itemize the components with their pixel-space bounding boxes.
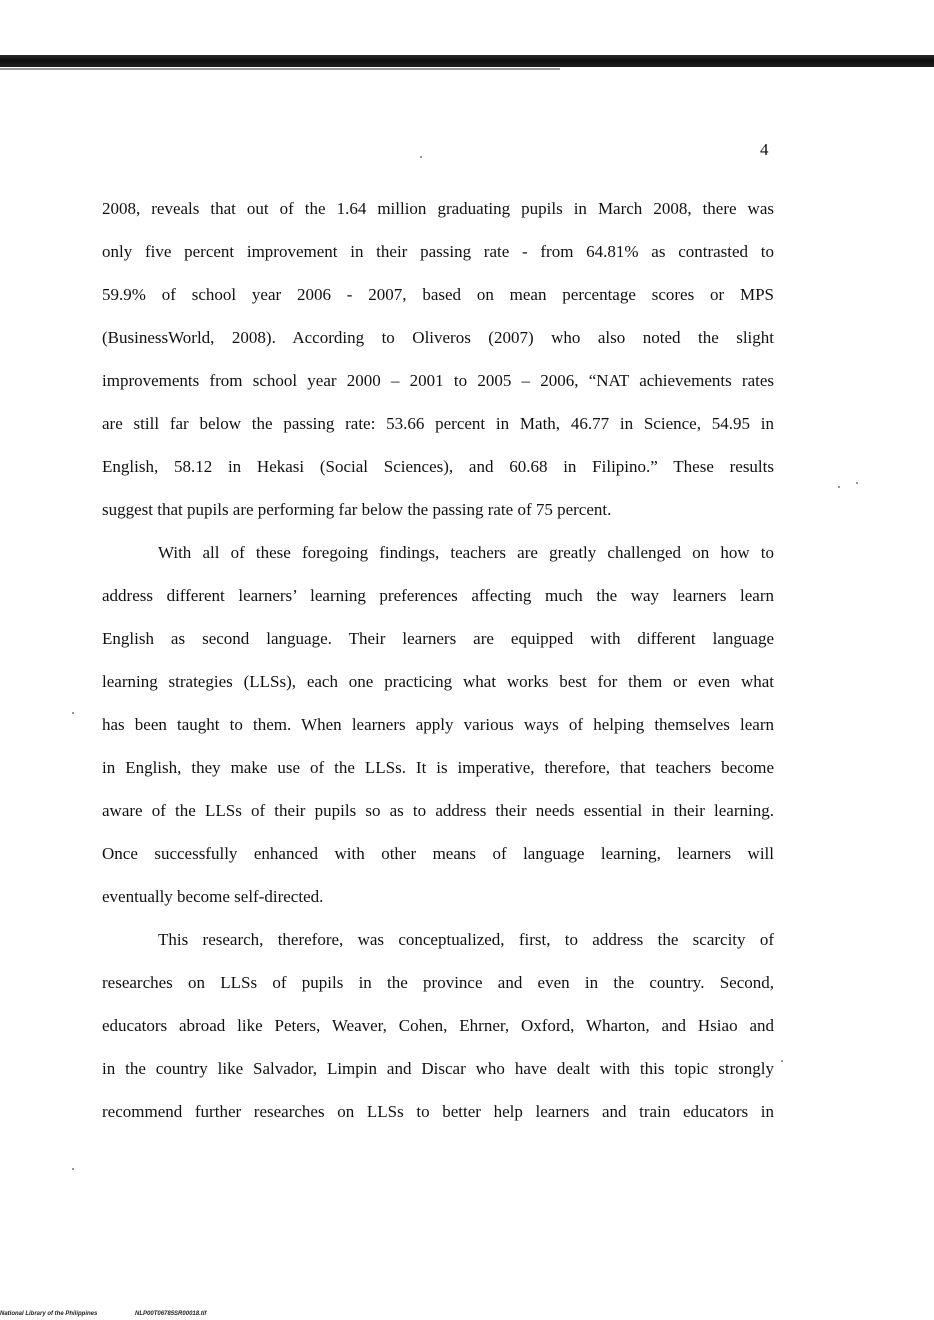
scan-speck — [838, 486, 840, 488]
text-line: English as second language. Their learners are equipped with different language — [102, 629, 774, 648]
text-line: researches on LLSs of pupils in the province and even in the country. Second, — [102, 973, 774, 992]
scan-speck — [781, 1060, 783, 1062]
text-line: improvements from school year 2000 – 2001 to 2005 – 2006, “NAT achievements rates — [102, 371, 774, 390]
scan-edge-line — [0, 68, 560, 70]
text-line: English, 58.12 in Hekasi (Social Sciences), and 60.68 in Filipino.” These results — [102, 457, 774, 476]
text-line: are still far below the passing rate: 53.66 percent in Math, 46.77 in Science, 54.95 in — [102, 414, 774, 433]
text-line: 59.9% of school year 2006 - 2007, based on mean percentage scores or MPS — [102, 285, 774, 304]
scan-footer — [0, 1311, 206, 1317]
text-line: This research, therefore, was conceptualized, first, to address the scarcity of — [158, 930, 774, 949]
page-number: 4 — [760, 140, 769, 159]
scan-speck — [420, 156, 422, 158]
text-line: With all of these foregoing findings, teachers are greatly challenged on how to — [158, 543, 774, 562]
scan-speck — [72, 1168, 74, 1170]
text-line: (BusinessWorld, 2008). According to Oliveros (2007) who also noted the slight — [102, 328, 774, 347]
text-line: address different learners’ learning preferences affecting much the way learners learn — [102, 586, 774, 605]
scan-edge-bar — [0, 55, 934, 67]
scan-speck — [856, 482, 858, 484]
text-line: has been taught to them. When learners apply various ways of helping themselves learn — [102, 715, 774, 734]
footer-code: NLP00T06785SR00018.tif — [135, 1311, 207, 1317]
text-line: only five percent improvement in their passing rate - from 64.81% as contrasted to — [102, 242, 774, 261]
text-line: suggest that pupils are performing far below the passing rate of 75 percent. — [102, 500, 612, 519]
footer-library: National Library of the Philippines — [0, 1311, 98, 1317]
text-line: educators abroad like Peters, Weaver, Cohen, Ehrner, Oxford, Wharton, and Hsiao and — [102, 1016, 774, 1035]
scan-speck — [72, 712, 74, 714]
text-line: recommend further researches on LLSs to better help learners and train educators in — [102, 1102, 774, 1121]
text-line: 2008, reveals that out of the 1.64 million graduating pupils in March 2008, there was — [102, 199, 774, 218]
text-line: learning strategies (LLSs), each one practicing what works best for them or even what — [102, 672, 774, 691]
text-line: in the country like Salvador, Limpin and Discar who have dealt with this topic strongly — [102, 1059, 774, 1078]
text-line: Once successfully enhanced with other means of language learning, learners will — [102, 844, 774, 863]
text-line: in English, they make use of the LLSs. It is imperative, therefore, that teachers become — [102, 758, 774, 777]
text-line: eventually become self-directed. — [102, 887, 324, 906]
text-line: aware of the LLSs of their pupils so as to address their needs essential in their learning. — [102, 801, 774, 820]
